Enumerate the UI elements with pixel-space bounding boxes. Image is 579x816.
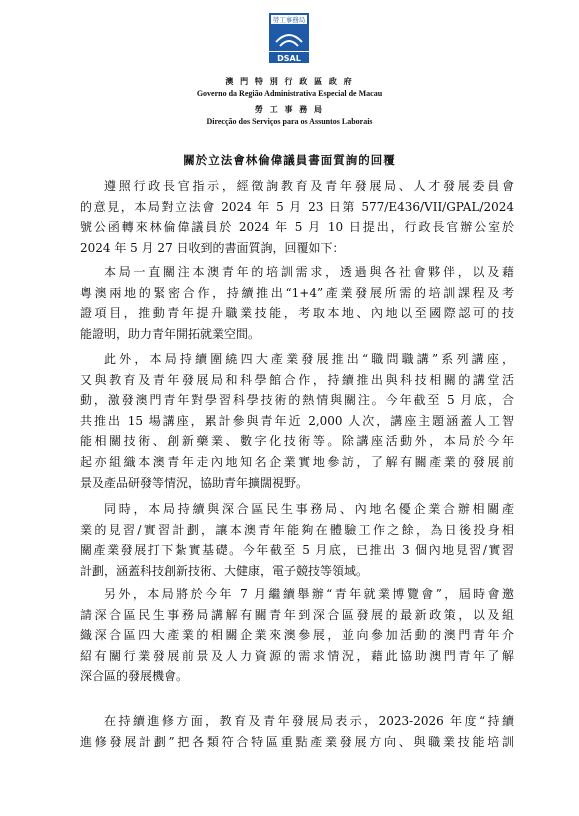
paragraph-training [80,262,514,344]
government-name-zh: 澳 門 特 別 行 政 區 政 府 [225,76,354,86]
text-line: 深合區的發展機會。 [80,669,189,684]
text-line: 能證明，助力青年開拓就業空間。 [80,326,261,341]
text-line: 證項目，推動青年提升職業技能，考取本地、內地以至國際認可的技 [80,306,514,321]
text-line: 請深合區民生事務局講解有關青年到深合區發展的最新政策，以及組 [80,607,514,622]
text-line: 紹有關行業發展前景及人力資源的需求情況，藉此協助澳門青年了解 [80,648,514,663]
text-line: 同時，本局持續與深合區民生事務局、內地名優企業合辦相關產 [104,502,514,516]
paragraph-continuing-education [80,711,514,752]
text-line: 景及產品研發等情況，協助青年擴闊視野。 [80,475,309,490]
text-line: 計劃，涵蓋科技創新技術、大健康，電子競技等領域。 [80,563,369,578]
text-line: 能相關技術、創新藥業、數字化技術等。除講座活動外，本局於今年 [80,434,514,449]
text-line: 起亦組織本澳青年走內地知名企業實地參訪，了解有關產業的發展前 [80,454,514,469]
document-title: 關於立法會林倫偉議員書面質詢的回覆 [183,153,396,167]
dsal-logo [268,12,310,74]
text-line: 另外，本局將於今年 7 月繼續舉辦“青年就業博覽會”，屆時會邀 [104,587,514,601]
text-line: 本局一直關注本澳青年的培訓需求，透過與各社會夥伴，以及藉 [104,265,514,279]
text-line: 關產業發展打下紮實基礎。今年截至 5 月底，已推出 3 個內地見習/實習 [80,543,514,558]
text-line: 號公函轉來林倫偉議員於 2024 年 5 月 10 日提出，行政長官辦公室於 [80,220,514,235]
paragraph-job-fair [80,584,514,687]
logo-text-top: 勞工事務局 [272,16,306,24]
paragraph-internship [80,499,514,581]
text-line: 共推出 15 場講座，累計參與青年近 2,000 人次，講座主題涵蓋人工智 [80,413,514,428]
paragraph-lectures [80,349,514,493]
paragraph-intro [80,176,514,258]
text-line: 動，激發澳門青年對學習科學技術的熱情與關注。今年截至 5 月底，合 [80,393,514,408]
logo-text-bottom: DSAL [277,54,301,63]
text-line: 粵澳兩地的緊密合作，持續推出“1+4”產業發展所需的培訓課程及考 [80,285,514,300]
text-line: 在持續進修方面，教育及青年發展局表示，2023-2026 年度“持續 [104,714,514,728]
text-line: 織深合區四大產業的相關企業來澳參展，並向參加活動的澳門青年介 [80,628,514,643]
text-line: 的意見，本局對立法會 2024 年 5 月 23 日第 577/E436/VII/GPAL/2024 [80,199,514,214]
department-name-pt: Direcção dos Serviços para os Assuntos Laborais [206,117,373,126]
government-name-pt: Governo da Região Administrativa Especial de Macau [196,89,383,98]
text-line: 又與教育及青年發展局和科學館合作，持續推出與科技相關的講堂活 [80,372,514,387]
text-line: 進修發展計劃”把各類符合特區重點產業發展方向、與職業技能培訓 [80,734,514,749]
department-name-zh: 勞 工 事 務 局 [254,104,325,114]
text-line: 2024 年 5 月 27 日收到的書面質詢，回覆如下： [80,240,345,255]
text-line: 遵照行政長官指示，經徵詢教育及青年發展局、人才發展委員會 [104,179,514,193]
text-line: 此外，本局持續圍繞四大產業發展推出“職問職講”系列講座， [104,352,514,366]
text-line: 業的見習/實習計劃，讓本澳青年能夠在體驗工作之餘，為日後投身相 [80,522,514,537]
